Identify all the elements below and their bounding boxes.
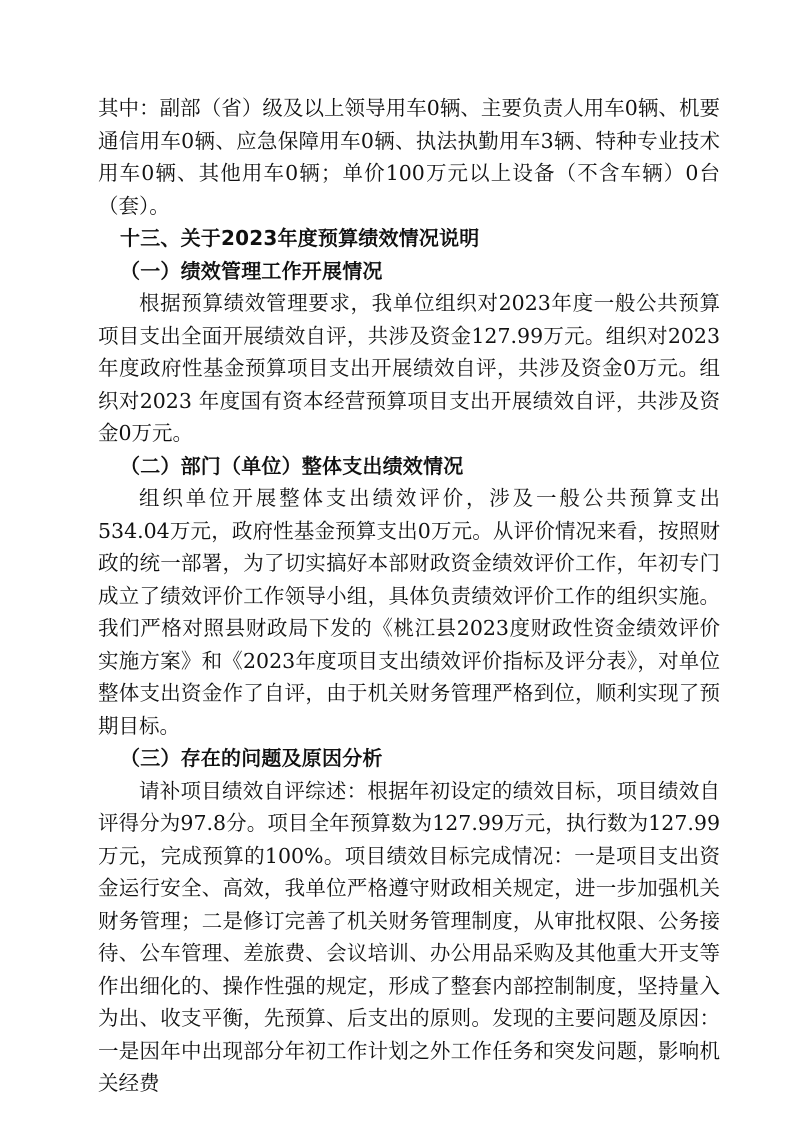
- subsection-2-heading: （二）部门（单位）整体支出绩效情况: [120, 453, 464, 478]
- subsection-3-heading: （三）存在的问题及原因分析: [120, 746, 383, 770]
- subsection-3-paragraph: 请补项目绩效自评综述：根据年初设定的绩效目标，项目绩效自评得分为97.8分。项目全年预算数为127.99万元，执行数为127.99万元，完成预算的100%。项目绩效目标完成情况：一是项目支出资金运行安全、高效，我单位严格遵守财政相关规定，进一步加强机关财务管理；二是修订完善了机关财务管理制度，从审批权限、公务接待、公车管理、差旅费、会议培训、办公用品采购及其他重大开支等作出细化的、操作性强的规定，形成了整套内部控制制度，坚持量入为出、收支平衡，先预算、后支出的原则。发现的主要问题及原因：一是因年中出现部分年初工作计划之外工作任务和突发问题，影响机关经费: [98, 778, 720, 1095]
- section-13-heading: 十三、关于2023年度预算绩效情况说明: [120, 226, 480, 250]
- vehicle-summary-paragraph: 其中：副部（省）级及以上领导用车0辆、主要负责人用车0辆、机要通信用车0辆、应急保障用车0辆、执法执勤用车3辆、特种专业技术用车0辆、其他用车0辆；单价100万元以上设备（不含车辆）0台（套）。: [98, 96, 720, 218]
- subsection-2-paragraph: 组织单位开展整体支出绩效评价，涉及一般公共预算支出534.04万元，政府性基金预算支出0万元。从评价情况来看，按照财政的统一部署，为了切实搞好本部财政资金绩效评价工作，年初专门成立了绩效评价工作领导小组，具体负责绩效评价工作的组织实施。我们严格对照县财政局下发的《桃江县2023度财政性资金绩效评价实施方案》和《2023年度项目支出绩效评价指标及评分表》，对单位整体支出资金作了自评，由于机关财务管理严格到位，顺利实现了预期目标。: [98, 486, 720, 738]
- subsection-1-paragraph: 根据预算绩效管理要求，我单位组织对2023年度一般公共预算项目支出全面开展绩效自评，共涉及资金127.99万元。组织对2023年度政府性基金预算项目支出开展绩效自评，共涉及资金0万元。组织对2023 年度国有资本经营预算项目支出开展绩效自评，共涉及资金0万元。: [98, 291, 720, 445]
- subsection-1-heading: （一）绩效管理工作开展情况: [120, 258, 383, 283]
- document-body: [98, 92, 720, 1100]
